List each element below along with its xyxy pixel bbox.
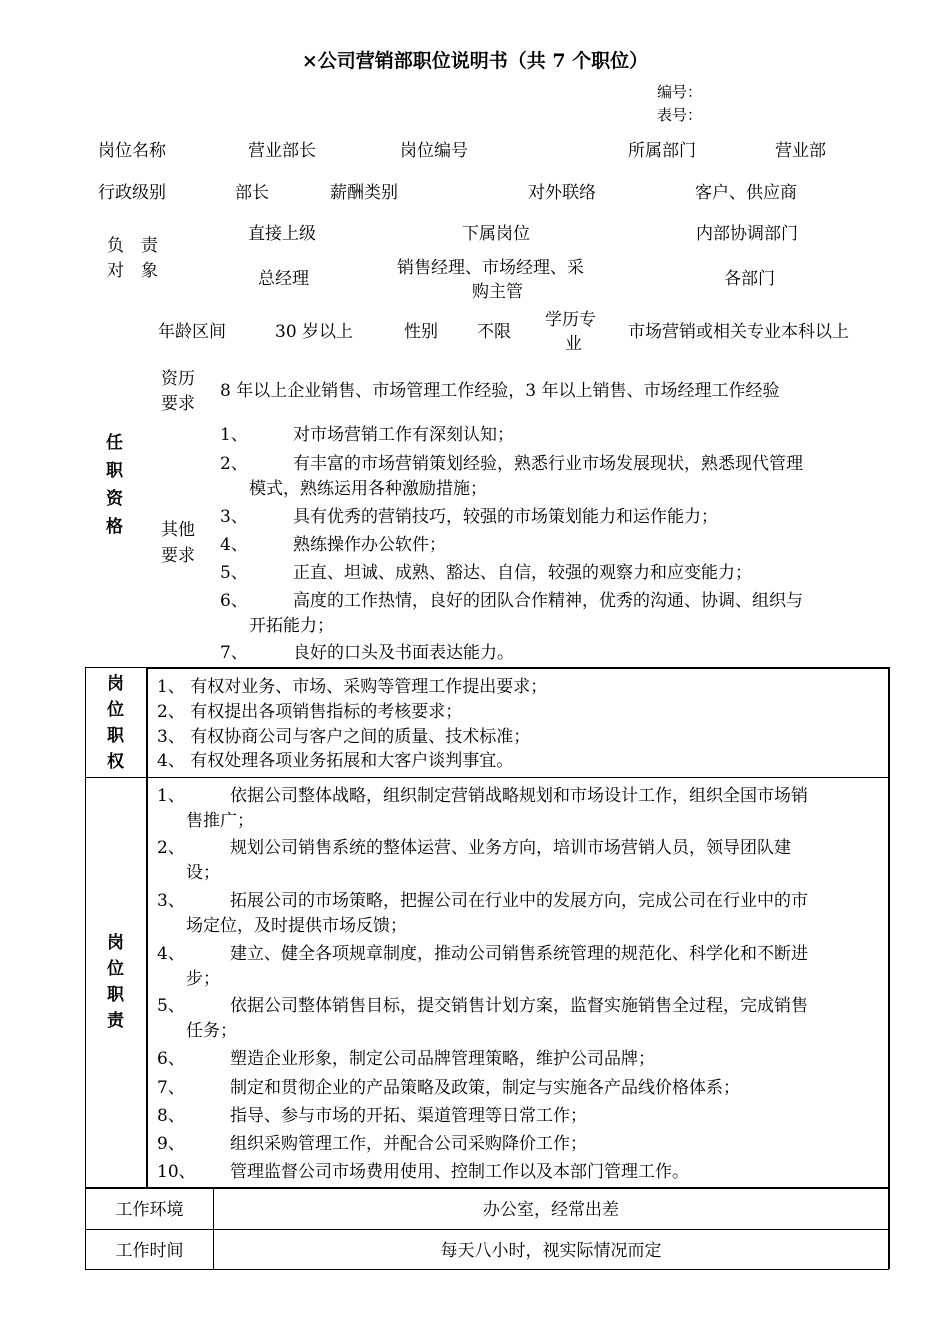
duties-label-char-1: 岗	[107, 933, 124, 953]
authority-label-char-4: 权	[107, 752, 124, 772]
duty-text: 规划公司销售系统的整体运营、业务方向，培训市场营销人员，领导团队建	[230, 838, 791, 858]
duty-text-cont: 步；	[186, 969, 220, 989]
other-item-text: 熟练操作办公软件；	[293, 535, 446, 555]
duty-text-cont: 任务；	[186, 1021, 237, 1041]
work-time-label: 工作时间	[115, 1241, 184, 1261]
responsibility-label-1: 负 责	[107, 236, 158, 256]
other-item-num: 5、	[220, 563, 248, 583]
duty-text: 塑造企业形象，制定公司品牌管理策略，维护公司品牌；	[230, 1049, 655, 1069]
qualification-section-char-3: 资	[106, 489, 123, 509]
duty-num: 9、	[157, 1134, 185, 1154]
external-contact-label: 对外联络	[528, 183, 596, 203]
authority-item: 4、 有权处理各项业务拓展和大客户谈判事宜。	[157, 751, 514, 771]
table-divider	[85, 777, 889, 778]
other-item-num: 4、	[220, 535, 248, 555]
table-bottom-border	[85, 1269, 889, 1270]
authority-label-char-2: 位	[107, 700, 124, 720]
education-label-2: 业	[565, 334, 582, 354]
experience-label-2: 要求	[161, 394, 195, 414]
authority-label-char-3: 职	[107, 726, 124, 746]
gender-value: 不限	[477, 322, 511, 342]
duty-num: 3、	[157, 891, 185, 911]
duty-text-cont: 售推广；	[186, 811, 254, 831]
coordination-value: 各部门	[724, 269, 775, 289]
authority-item: 2、 有权提出各项销售指标的考核要求；	[157, 702, 463, 722]
document-title: ×公司营销部职位说明书（共 7 个职位）	[301, 50, 649, 72]
other-item-num: 6、	[220, 591, 248, 611]
duty-text: 依据公司整体销售目标，提交销售计划方案，监督实施销售全过程，完成销售	[230, 996, 808, 1016]
authority-item: 3、 有权协商公司与客户之间的质量、技术标准；	[157, 727, 531, 747]
other-item-text-cont: 开拓能力；	[249, 616, 334, 636]
authority-item: 1、 有权对业务、市场、采购等管理工作提出要求；	[157, 677, 548, 697]
position-code-label: 岗位编号	[400, 141, 468, 161]
position-name: 营业部长	[248, 141, 316, 161]
duty-text: 组织采购管理工作，并配合公司采购降价工作；	[230, 1134, 587, 1154]
other-item-text: 对市场营销工作有深刻认知；	[293, 425, 514, 445]
table-divider	[85, 1229, 889, 1230]
other-item-text: 高度的工作热情，良好的团队合作精神，优秀的沟通、协调、组织与	[293, 591, 803, 611]
other-item-num: 7、	[220, 643, 248, 663]
duty-text-cont: 场定位，及时提供市场反馈；	[186, 916, 407, 936]
salary-type-label: 薪酬类别	[330, 183, 398, 203]
other-label-2: 要求	[161, 546, 195, 566]
duty-text: 依据公司整体战略，组织制定营销战略规划和市场设计工作，组织全国市场销	[230, 786, 808, 806]
duty-num: 2、	[157, 838, 185, 858]
subordinate-value-2: 购主管	[472, 282, 523, 302]
duties-label-char-4: 责	[107, 1011, 124, 1031]
code-label: 编号：	[657, 83, 703, 101]
other-item-text-cont: 模式，熟练运用各种激励措施；	[249, 479, 487, 499]
form-label: 表号：	[657, 106, 703, 124]
other-item-text: 良好的口头及书面表达能力。	[293, 643, 514, 663]
duty-num: 8、	[157, 1106, 185, 1126]
other-label-1: 其他	[161, 520, 195, 540]
gender-label: 性别	[404, 322, 438, 342]
qualification-section-char-2: 职	[106, 461, 123, 481]
department-label: 所属部门	[628, 141, 696, 161]
superior-label: 直接上级	[248, 224, 316, 244]
education-label-1: 学历专	[545, 310, 596, 330]
duty-num: 10、	[157, 1162, 196, 1182]
other-item-num: 2、	[220, 454, 248, 474]
duty-num: 7、	[157, 1078, 185, 1098]
table-left-border	[85, 667, 86, 1269]
subordinate-value-1: 销售经理、市场经理、采	[397, 258, 584, 278]
authority-label-char-1: 岗	[107, 674, 124, 694]
experience-label-1: 资历	[161, 369, 195, 389]
experience-value: 8 年以上企业销售、市场管理工作经验，3 年以上销售、市场经理工作经验	[220, 381, 780, 401]
external-contact: 客户、供应商	[695, 183, 797, 203]
duty-text: 制定和贯彻企业的产品策略及政策，制定与实施各产品线价格体系；	[230, 1078, 740, 1098]
duties-label-char-2: 位	[107, 959, 124, 979]
duty-num: 6、	[157, 1049, 185, 1069]
education-value: 市场营销或相关专业本科以上	[628, 322, 849, 342]
table-right-border	[888, 667, 890, 1269]
age-label: 年龄区间	[158, 322, 226, 342]
duty-text: 拓展公司的市场策略，把握公司在行业中的发展方向，完成公司在行业中的市	[230, 891, 808, 911]
other-item-text: 具有优秀的营销技巧，较强的市场策划能力和运作能力；	[293, 507, 718, 527]
duties-label-char-3: 职	[107, 985, 124, 1005]
admin-level-label: 行政级别	[98, 183, 166, 203]
qualification-section-char-4: 格	[106, 517, 123, 537]
other-item-num: 3、	[220, 507, 248, 527]
department: 营业部	[775, 141, 826, 161]
work-environment-label: 工作环境	[115, 1200, 184, 1220]
duty-text: 指导、参与市场的开拓、渠道管理等日常工作；	[230, 1106, 587, 1126]
work-environment-value: 办公室，经常出差	[483, 1200, 619, 1220]
other-item-text: 有丰富的市场营销策划经验，熟悉行业市场发展现状，熟悉现代管理	[293, 454, 803, 474]
table-top-border-left	[85, 667, 147, 668]
duty-text: 管理监督公司市场费用使用、控制工作以及本部门管理工作。	[230, 1162, 689, 1182]
qualification-section-char-1: 任	[106, 433, 123, 453]
responsibility-label-2: 对 象	[107, 261, 158, 281]
table-inner-vertical	[146, 667, 148, 1187]
subordinate-label: 下属岗位	[462, 224, 530, 244]
table-top-border	[146, 667, 889, 669]
age-value: 30 岁以上	[275, 322, 354, 342]
other-item-num: 1、	[220, 425, 248, 445]
duty-num: 5、	[157, 996, 185, 1016]
position-name-label: 岗位名称	[98, 141, 166, 161]
superior-value: 总经理	[258, 269, 309, 289]
other-item-text: 正直、坦诚、成熟、豁达、自信，较强的观察力和应变能力；	[293, 563, 752, 583]
work-time-value: 每天八小时，视实际情况而定	[440, 1241, 662, 1261]
duty-text-cont: 设；	[186, 863, 220, 883]
table-divider	[85, 1187, 889, 1189]
coordination-label: 内部协调部门	[696, 224, 798, 244]
duty-num: 1、	[157, 786, 185, 806]
duty-num: 4、	[157, 944, 185, 964]
duty-text: 建立、健全各项规章制度，推动公司销售系统管理的规范化、科学化和不断进	[230, 944, 808, 964]
admin-level: 部长	[235, 183, 269, 203]
